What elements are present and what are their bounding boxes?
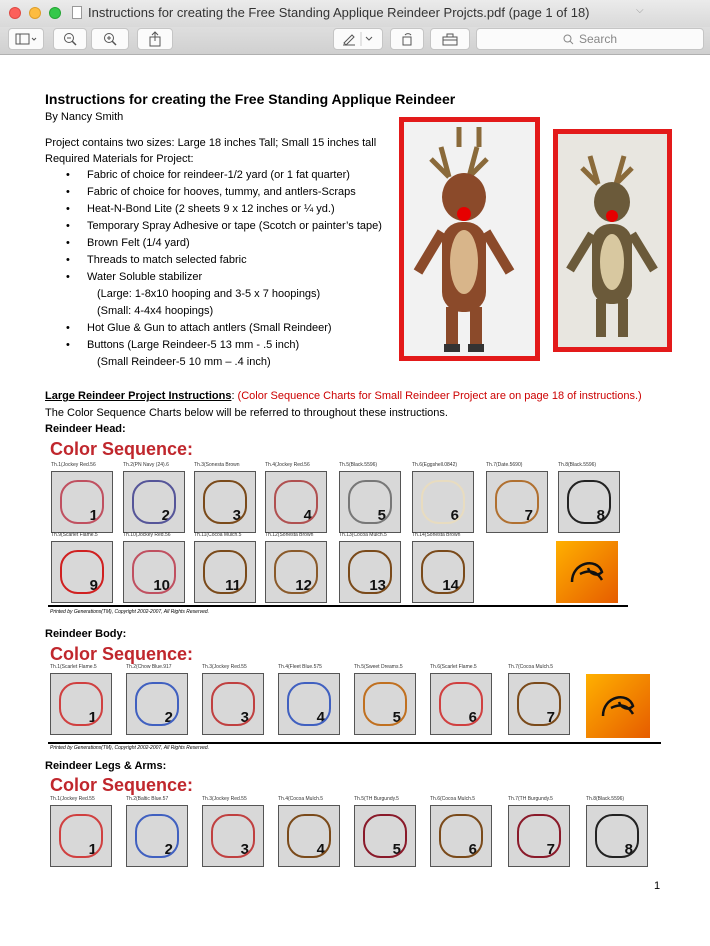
- thread-label: Th.14(Sonesta Brown: [412, 532, 461, 538]
- thread-label: Th.11(Cocoa Mulch.5: [194, 532, 242, 538]
- doc-author: By Nancy Smith: [45, 111, 124, 123]
- color-step-cell: [194, 541, 256, 603]
- stitch-shape: [274, 550, 318, 594]
- color-step-cell: [412, 541, 474, 603]
- list-item: • Temporary Spray Adhesive or tape (Scotch or painter’s tape): [66, 218, 382, 235]
- list-item: • Water Soluble stabilizer: [66, 269, 382, 286]
- color-step-cell: [354, 805, 416, 867]
- color-step-cell: [202, 805, 264, 867]
- doc-title: Instructions for creating the Free Standing Applique Reindeer: [45, 91, 456, 107]
- stitch-shape: [60, 550, 104, 594]
- share-icon: [148, 31, 162, 47]
- step-number: 2: [164, 841, 173, 858]
- thread-label: Th.9(Scarlet Flame.5: [51, 532, 98, 538]
- list-subitem: (Small Reindeer-5 10 mm – .4 inch): [97, 356, 271, 368]
- list-item: • Fabric of choice for reindeer-1/2 yard (or 1 fat quarter): [66, 167, 382, 184]
- step-number: 8: [596, 507, 605, 524]
- color-step-cell: [265, 471, 327, 533]
- logo-tile: [586, 674, 650, 738]
- stitch-shape: [421, 480, 465, 524]
- stitch-shape: [595, 814, 639, 858]
- color-step-cell: [430, 805, 492, 867]
- color-step-cell: [202, 673, 264, 735]
- toolbar: [0, 27, 710, 55]
- step-number: 9: [89, 577, 98, 594]
- thread-label: Th.3(Sonesta Brown: [194, 462, 240, 468]
- stitch-shape: [59, 814, 103, 858]
- body-section-label: Reindeer Body:: [45, 628, 127, 640]
- required-heading: Required Materials for Project:: [45, 153, 194, 165]
- stitch-shape: [363, 814, 407, 858]
- step-number: 4: [316, 841, 325, 858]
- color-step-cell: [508, 805, 570, 867]
- color-step-cell: [265, 541, 327, 603]
- close-button[interactable]: [9, 7, 21, 19]
- zoom-in-button[interactable]: [91, 28, 129, 50]
- divider: [48, 742, 661, 744]
- toolbox-icon: [442, 33, 458, 46]
- logo-tile: [556, 541, 618, 603]
- step-number: 7: [524, 507, 533, 524]
- step-number: 11: [225, 577, 241, 594]
- stitch-shape: [211, 682, 255, 726]
- stitch-shape: [135, 814, 179, 858]
- color-step-cell: [558, 471, 620, 533]
- thread-label: Th.5(TH Burgundy.5: [354, 796, 399, 802]
- step-number: 1: [88, 841, 97, 858]
- stitch-shape: [287, 682, 331, 726]
- thread-label: Th.5(Black.5596): [339, 462, 378, 468]
- step-number: 4: [316, 709, 325, 726]
- thread-label: Th.1(Jockey Red.56: [51, 462, 96, 468]
- zoom-out-icon: [63, 32, 77, 46]
- search-icon: [563, 34, 574, 45]
- stitch-shape: [211, 814, 255, 858]
- logo-icon: [593, 686, 643, 726]
- color-step-cell: [586, 805, 648, 867]
- stitch-shape: [287, 814, 331, 858]
- stitch-shape: [517, 814, 561, 858]
- stitch-shape: [132, 480, 176, 524]
- thread-label: Th.7(Date.5690): [486, 462, 523, 468]
- color-step-cell: [123, 541, 185, 603]
- search-field[interactable]: [476, 28, 704, 50]
- stitch-shape: [495, 480, 539, 524]
- list-subitem: (Large: 1-8x10 hooping and 3-5 x 7 hoopings): [97, 288, 321, 300]
- rotate-icon: [400, 32, 414, 46]
- color-step-cell: [51, 471, 113, 533]
- title-bar: [0, 0, 710, 27]
- large-instructions-heading: Large Reindeer Project Instructions: [45, 390, 232, 402]
- step-number: 13: [369, 577, 386, 594]
- thread-label: Th.7(Cocoa Mulch.5: [508, 664, 554, 670]
- copyright-text: Printed by Generations(TM), Copyright 2002-2007, All Rights Reserved.: [50, 745, 210, 751]
- zoom-out-button[interactable]: [53, 28, 87, 50]
- thread-label: Th.5(Sweet Dreams.5: [354, 664, 403, 670]
- list-item: • Buttons (Large Reindeer-5 13 mm - .5 inch): [66, 337, 382, 354]
- charts-note: The Color Sequence Charts below will be referred to throughout these instructions.: [45, 407, 448, 419]
- sidebar-icon: [15, 33, 37, 45]
- thread-label: Th.2(Baltic Blue.57: [126, 796, 169, 802]
- small-reindeer-photo: [553, 129, 672, 352]
- step-number: 3: [232, 507, 241, 524]
- thread-label: Th.1(Jockey Red.55: [50, 796, 95, 802]
- search-placeholder: Search: [578, 32, 618, 46]
- color-step-cell: [486, 471, 548, 533]
- thread-label: Th.4(Jockey Red.56: [265, 462, 310, 468]
- step-number: 8: [624, 841, 633, 858]
- stitch-shape: [439, 682, 483, 726]
- step-number: 6: [450, 507, 459, 524]
- color-step-cell: [430, 673, 492, 735]
- step-number: 6: [468, 841, 477, 858]
- step-number: 7: [546, 841, 555, 858]
- toolbox-button[interactable]: [430, 28, 470, 50]
- color-step-cell: [51, 541, 113, 603]
- thread-label: Th.4(Cocoa Mulch.5: [278, 796, 324, 802]
- window-title: Instructions for creating the Free Standing Applique Reindeer Projcts.pdf (page 1 of 18): [88, 5, 590, 20]
- head-color-sequence-title: Color Sequence:: [50, 439, 194, 459]
- color-step-cell: [412, 471, 474, 533]
- step-number: 2: [161, 507, 170, 524]
- stitch-shape: [274, 480, 318, 524]
- list-subitem: (Small: 4-4x4 hoopings): [97, 305, 214, 317]
- stitch-shape: [363, 682, 407, 726]
- thread-label: Th.2(Chow Blue.917: [126, 664, 172, 670]
- thread-label: Th.1(Scarlet Flame.5: [50, 664, 97, 670]
- step-number: 12: [295, 577, 312, 594]
- markup-button[interactable]: [333, 28, 383, 50]
- chevron-down-icon[interactable]: ⌵: [636, 5, 644, 16]
- color-step-cell: [339, 471, 401, 533]
- thread-label: Th.8(Black.5596): [558, 462, 597, 468]
- legs-color-sequence-title: Color Sequence:: [50, 775, 194, 795]
- step-number: 4: [303, 507, 312, 524]
- step-number: 14: [442, 577, 459, 594]
- small-reindeer-note: (Color Sequence Charts for Small Reindeer Project are on page 18 of instructions.): [234, 390, 642, 402]
- color-step-cell: [50, 673, 112, 735]
- color-step-cell: [508, 673, 570, 735]
- color-step-cell: [126, 673, 188, 735]
- thread-label: Th.6(Eggshell.0842): [412, 462, 458, 468]
- color-step-cell: [354, 673, 416, 735]
- list-item: • Brown Felt (1/4 yard): [66, 235, 382, 252]
- stitch-shape: [135, 682, 179, 726]
- thread-label: Th.6(Scarlet Flame.5: [430, 664, 477, 670]
- thread-label: Th.10(Jockey Red.56: [123, 532, 171, 538]
- thread-label: Th.7(TH Burgundy.5: [508, 796, 553, 802]
- reindeer-image: [558, 134, 667, 347]
- thread-label: Th.4(Fleet Blue.575: [278, 664, 322, 670]
- pen-icon: [341, 32, 375, 46]
- zoom-in-icon: [103, 32, 117, 46]
- large-instructions-line: [45, 390, 642, 402]
- color-step-cell: [278, 805, 340, 867]
- thread-label: Th.3(Jockey Red.55: [202, 796, 247, 802]
- heading-colon: :: [231, 390, 235, 402]
- stitch-shape: [567, 480, 611, 524]
- color-step-cell: [278, 673, 340, 735]
- materials-list: [66, 167, 382, 371]
- step-number: 5: [392, 709, 401, 726]
- step-number: 3: [240, 841, 249, 858]
- stitch-shape: [203, 550, 247, 594]
- stitch-shape: [439, 814, 483, 858]
- list-item: • Hot Glue & Gun to attach antlers (Small Reindeer): [66, 320, 382, 337]
- step-number: 10: [153, 577, 170, 594]
- stitch-shape: [59, 682, 103, 726]
- thread-label: Th.8(Black.5596): [586, 796, 625, 802]
- step-number: 1: [88, 709, 97, 726]
- color-step-cell: [339, 541, 401, 603]
- rotate-button[interactable]: [390, 28, 424, 50]
- stitch-shape: [132, 550, 176, 594]
- legs-section-label: Reindeer Legs & Arms:: [45, 760, 167, 772]
- reindeer-image: [404, 122, 535, 356]
- thread-label: Th.6(Cocoa Mulch.5: [430, 796, 476, 802]
- step-number: 6: [468, 709, 477, 726]
- large-reindeer-photo: [399, 117, 540, 361]
- list-item: • Threads to match selected fabric: [66, 252, 382, 269]
- color-step-cell: [123, 471, 185, 533]
- list-item: • Heat-N-Bond Lite (2 sheets 9 x 12 inches or ¼ yd.): [66, 201, 382, 218]
- thread-label: Th.12(Sonesta Brown: [265, 532, 314, 538]
- thread-label: Th.2(PN Navy (24).6: [123, 462, 169, 468]
- zoom-button[interactable]: [49, 7, 61, 19]
- stitch-shape: [203, 480, 247, 524]
- step-number: 2: [164, 709, 173, 726]
- thread-label: Th.3(Jockey Red.55: [202, 664, 247, 670]
- head-section-label: Reindeer Head:: [45, 423, 126, 435]
- sidebar-toggle-button[interactable]: [8, 28, 44, 50]
- step-number: 7: [546, 709, 555, 726]
- stitch-shape: [60, 480, 104, 524]
- document-icon: [72, 6, 82, 19]
- stitch-shape: [517, 682, 561, 726]
- stitch-shape: [348, 480, 392, 524]
- logo-icon: [562, 552, 612, 592]
- stitch-shape: [348, 550, 392, 594]
- list-item: • Fabric of choice for hooves, tummy, and antlers-Scraps: [66, 184, 382, 201]
- share-button[interactable]: [137, 28, 173, 50]
- step-number: 3: [240, 709, 249, 726]
- step-number: 5: [392, 841, 401, 858]
- minimize-button[interactable]: [29, 7, 41, 19]
- step-number: 1: [89, 507, 98, 524]
- sizes-text: Project contains two sizes: Large 18 inches Tall; Small 15 inches tall: [45, 137, 377, 149]
- copyright-text: Printed by Generations(TM), Copyright 2002-2007, All Rights Reserved.: [50, 609, 210, 615]
- color-step-cell: [50, 805, 112, 867]
- body-color-sequence-title: Color Sequence:: [50, 644, 194, 664]
- page-number: 1: [654, 880, 661, 892]
- step-number: 5: [377, 507, 386, 524]
- color-step-cell: [126, 805, 188, 867]
- stitch-shape: [421, 550, 465, 594]
- divider: [48, 605, 628, 607]
- color-step-cell: [194, 471, 256, 533]
- thread-label: Th.13(Cocoa Mulch.5: [339, 532, 387, 538]
